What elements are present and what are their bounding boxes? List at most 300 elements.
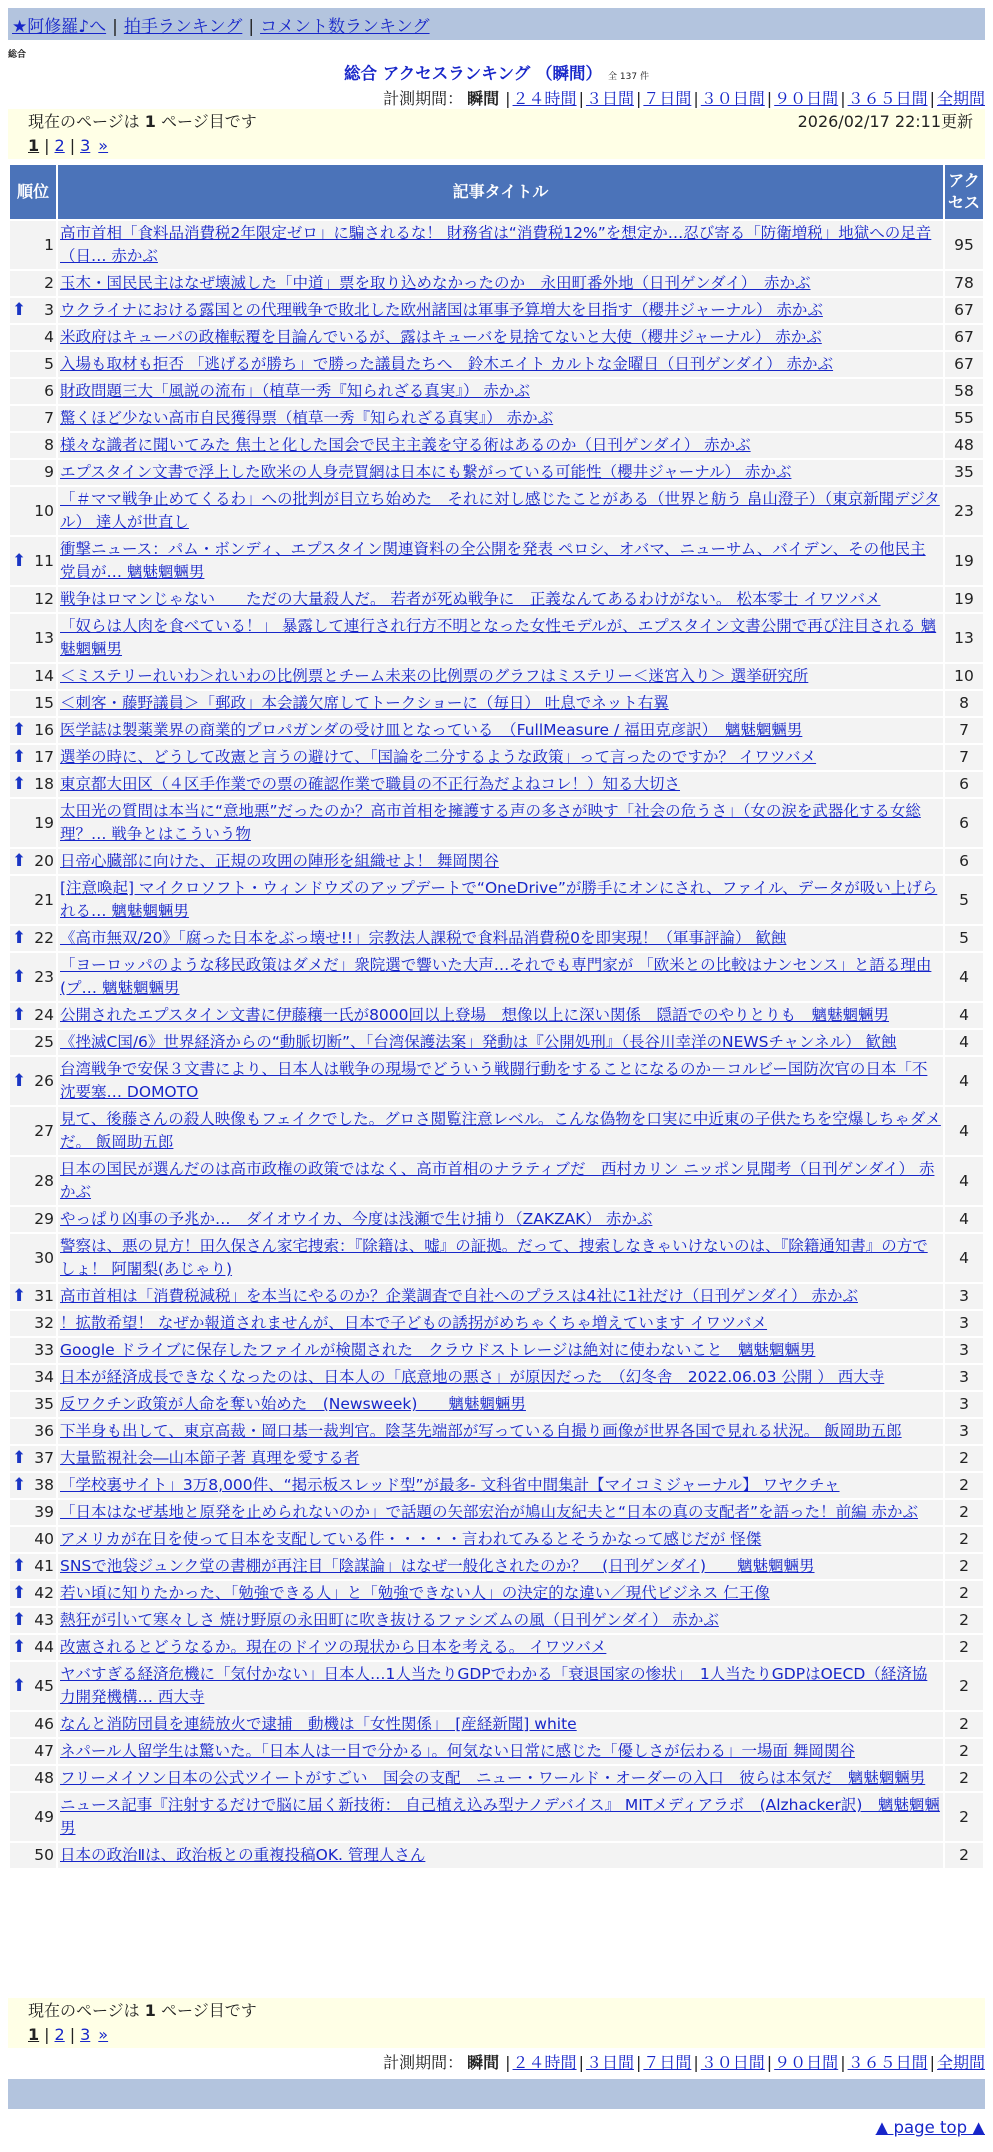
pager-current-page: 1: [28, 2025, 40, 2044]
access-count: 23: [945, 487, 983, 535]
article-title-link[interactable]: 高市首相は「消費税減税」を本当にやるのか？企業調査で自社へのプラスは4社に1社だけ（日刊ゲンダイ） 赤かぶ: [60, 1287, 858, 1305]
pager-sep: |: [69, 136, 76, 155]
access-count: 2: [945, 1793, 983, 1841]
rank-cell: [10, 953, 56, 1001]
access-count: 3: [945, 1365, 983, 1390]
access-count: 4: [945, 1234, 983, 1282]
article-title-link[interactable]: 日帝心臓部に向けた、正規の攻囲の陣形を組織せよ！ 舞岡関谷: [60, 852, 499, 870]
applause-ranking-link[interactable]: 拍手ランキング: [123, 17, 243, 37]
access-count: 7: [945, 745, 983, 770]
rank-cell: [10, 1392, 56, 1417]
access-count: 4: [945, 1057, 983, 1105]
rank-number: 20: [34, 852, 54, 870]
title-cell: [58, 1766, 943, 1791]
pager-sep: |: [44, 136, 50, 155]
article-title-link[interactable]: 戦争はロマンじゃない ただの大量殺人だ。 若者が死ぬ戦争に 正義なんてあるわけがない。 松本零士 イワツバメ: [60, 590, 881, 608]
article-title-link[interactable]: アメリカが在日を使って日本を支配している件・・・・・言われてみるとそうかなって感じだが 怪傑: [60, 1530, 762, 1548]
rank-up-icon: ⬆: [12, 1448, 27, 1468]
access-count: 2: [945, 1739, 983, 1764]
table-row: [10, 1157, 983, 1205]
article-title-link[interactable]: 大量監視社会―山本節子著 真理を愛する者: [60, 1449, 360, 1467]
rank-up-icon: ⬆: [12, 928, 27, 948]
pager-page-link[interactable]: 3: [80, 136, 91, 155]
period-sep: |: [929, 89, 935, 108]
rank-number: 15: [34, 694, 54, 712]
period-link[interactable]: ３６５日間: [847, 2053, 928, 2072]
rank-number: 6: [44, 382, 54, 400]
article-title-link[interactable]: 「学校裏サイト」3万8,000件、“掲示板スレッド型”が最多- 文科省中間集計【マイコミジャーナル】 ワヤクチャ: [60, 1476, 840, 1494]
access-count: 5: [945, 926, 983, 951]
rank-number: 39: [34, 1503, 54, 1521]
rank-cell: [10, 1527, 56, 1552]
table-row: [10, 1554, 983, 1579]
title-cell: [58, 1662, 943, 1710]
access-count: 78: [945, 271, 983, 296]
rank-cell: [10, 1446, 56, 1471]
article-title-link[interactable]: 「＃ママ戦争止めてくるわ」への批判が目立ち始めた それに対し感じたことがある（世界と舫う 畠山澄子）（東京新聞デジタル） 達人が世直し: [60, 490, 940, 531]
table-row: [10, 1107, 983, 1155]
period-sep: |: [840, 89, 846, 108]
rank-cell: [10, 926, 56, 951]
rank-number: 32: [34, 1314, 54, 1332]
rank-number: 43: [34, 1611, 54, 1629]
rank-number: 31: [34, 1287, 54, 1305]
access-count: 6: [945, 772, 983, 797]
article-title-link[interactable]: ！拡散希望！ なぜか報道されませんが、日本で子どもの誘拐がめちゃくちゃ増えています イワツバメ: [60, 1314, 768, 1332]
title-cell: [58, 325, 943, 350]
table-row: [10, 537, 983, 585]
table-row: [10, 1284, 983, 1309]
rank-cell: [10, 1739, 56, 1764]
table-row: [10, 691, 983, 716]
title-cell: [58, 587, 943, 612]
period-link[interactable]: ２４時間: [512, 2053, 577, 2072]
rank-cell: [10, 1419, 56, 1444]
table-row: [10, 799, 983, 847]
article-title-link[interactable]: 財政問題三大「風説の流布」（植草一秀『知られざる真実』） 赤かぶ: [60, 382, 530, 400]
access-count: 67: [945, 298, 983, 323]
title-cell: [58, 1843, 943, 1868]
article-title-link[interactable]: 日本の政治Ⅱは、政治板との重複投稿OK. 管理人さん: [60, 1846, 426, 1864]
title-cell: [58, 772, 943, 797]
article-title-link[interactable]: 下半身も出して、東京高裁・岡口基一裁判官。陰茎先端部が写っている自撮り画像が世界各国で見れる状況。 飯岡助五郎: [60, 1422, 902, 1440]
article-title-link[interactable]: 「ヨーロッパのような移民政策はダメだ」衆院選で響いた大声…それでも専門家が 「欧米との比較はナンセンス」と語る理由 (プ… 魑魅魍魎男: [60, 956, 932, 997]
title-cell: [58, 537, 943, 585]
article-title-link[interactable]: 《高市無双/20》「腐った日本をぶっ壊せ!!」宗教法人課税で食料品消費税0を即実現！（軍事評論） 歓蝕: [60, 929, 787, 947]
article-title-link[interactable]: ウクライナにおける露国との代理戦争で敗北した欧州諸国は軍事予算増大を目指す（櫻井ジャーナル） 赤かぶ: [60, 301, 823, 319]
table-row: [10, 1662, 983, 1710]
rank-up-icon: ⬆: [12, 1556, 27, 1576]
rank-number: 14: [34, 667, 54, 685]
table-row: [10, 271, 983, 296]
pager-top: [8, 133, 985, 159]
rank-up-icon: ⬆: [12, 966, 27, 987]
period-sep: |: [578, 2053, 584, 2072]
title-cell: [58, 1311, 943, 1336]
period-link[interactable]: ９０日間: [774, 89, 839, 108]
article-title-link[interactable]: Google ドライブに保存したファイルが検閲された クラウドストレージは絶対に使わないこと 魑魅魍魎男: [60, 1341, 816, 1359]
period-link[interactable]: ３日間: [585, 89, 634, 108]
article-title-link[interactable]: [注意喚起] マイクロソフト・ウィンドウズのアップデートで“OneDrive”が勝手にオンにされ、ファイル、データが吸い上げられる… 魑魅魍魎男: [60, 879, 938, 920]
title-cell: [58, 691, 943, 716]
access-count: 3: [945, 1311, 983, 1336]
rank-number: 24: [34, 1006, 54, 1024]
table-row: [10, 1843, 983, 1868]
title-cell: [58, 298, 943, 323]
rank-number: 48: [34, 1769, 54, 1787]
title-cell: [58, 1392, 943, 1417]
title-cell: [58, 487, 943, 535]
ranking-table: [8, 163, 985, 1870]
table-row: [10, 1712, 983, 1737]
period-sep: |: [635, 89, 642, 108]
rank-up-icon: ⬆: [12, 1475, 27, 1495]
pager-current-page: 1: [28, 136, 40, 155]
rank-cell: [10, 1057, 56, 1105]
rank-cell: [10, 1234, 56, 1282]
article-title-link[interactable]: 驚くほど少ない高市自民獲得票（植草一秀『知られざる真実』） 赤かぶ: [60, 409, 554, 427]
title-cell: [58, 433, 943, 458]
table-row: [10, 221, 983, 269]
rank-number: 44: [34, 1638, 54, 1656]
article-title-link[interactable]: フリーメイソン日本の公式ツイートがすごい 国会の支配 ニュー・ワールド・オーダーの入口 彼らは本気だ 魑魅魍魎男: [60, 1769, 926, 1787]
rank-number: 25: [34, 1033, 54, 1051]
rank-number: 27: [34, 1121, 54, 1140]
access-count: 58: [945, 379, 983, 404]
col-rank-header: 順位: [10, 165, 56, 219]
rank-number: 41: [34, 1557, 54, 1575]
period-sep: |: [578, 89, 584, 108]
page-top-link[interactable]: ▲ page top ▲: [875, 2118, 985, 2137]
rank-cell: [10, 1473, 56, 1498]
rank-number: 45: [34, 1676, 54, 1695]
article-title-link[interactable]: 日本の国民が選んだのは高市政権の政策ではなく、高市首相のナラティブだ 西村カリン ニッポン見聞考（日刊ゲンダイ） 赤かぶ: [60, 1160, 935, 1201]
ranking-title-text: 総合 アクセスランキング （瞬間）: [344, 64, 603, 83]
article-title-link[interactable]: ヤバすぎる経済危機に「気付かない」日本人…1人当たりGDPでわかる「衰退国家の惨状」 1人当たりGDPはOECD（経済協力開発機構… 西大寺: [60, 1665, 928, 1706]
access-count: 8: [945, 691, 983, 716]
article-title-link[interactable]: 東京都大田区（４区手作業での票の確認作業で職員の不正行為だよねコレ！）知る大切さ: [60, 775, 681, 793]
rank-cell: [10, 221, 56, 269]
period-link[interactable]: ３６５日間: [847, 89, 928, 108]
article-title-link[interactable]: ＜刺客・藤野議員＞「郵政」本会議欠席してトークショーに（毎日） 吐息でネット右翼: [60, 694, 669, 712]
article-title-link[interactable]: ニュース記事『注射するだけで脳に届く新技術： 自己植え込み型ナノデバイス』 MITメディアラボ (Alzhacker訳) 魑魅魍魎男: [60, 1796, 940, 1837]
table-row: [10, 926, 983, 951]
access-count: 10: [945, 664, 983, 689]
pager-page-link[interactable]: 3: [80, 2025, 91, 2044]
table-row: [10, 1392, 983, 1417]
table-row: [10, 1608, 983, 1633]
pager-next-link[interactable]: »: [98, 2025, 109, 2044]
table-row: [10, 1338, 983, 1363]
article-title-link[interactable]: 医学誌は製薬業界の商業的プロパガンダの受け皿となっている （FullMeasure / 福田克彦訳） 魑魅魍魎男: [60, 721, 803, 739]
rank-number: 16: [34, 721, 54, 739]
comment-ranking-link[interactable]: コメント数ランキング: [260, 17, 430, 37]
rank-cell: [10, 614, 56, 662]
updated-timestamp: 2026/02/17 22:11更新: [797, 112, 973, 131]
rank-number: 37: [34, 1449, 54, 1467]
period-link[interactable]: ７日間: [643, 89, 692, 108]
article-title-link[interactable]: なんと消防団員を連続放火で逮捕 動機は「女性関係」 [産経新聞] white: [60, 1715, 577, 1733]
rank-number: 40: [34, 1530, 54, 1548]
rank-number: 26: [34, 1071, 54, 1090]
article-title-link[interactable]: 台湾戦争で安保３文書により、日本人は戦争の現場でどういう戦闘行動をすることになるのか－コルビー国防次官の日本「不沈要塞… DOMOTO: [60, 1060, 928, 1101]
rank-number: 17: [34, 748, 54, 766]
title-cell: [58, 926, 943, 951]
article-title-link[interactable]: 様々な識者に聞いてみた 焦土と化した国会で民主主義を守る術はあるのか（日刊ゲンダイ） 赤かぶ: [60, 436, 751, 454]
table-row: [10, 1635, 983, 1660]
rank-number: 22: [34, 929, 54, 947]
table-row: [10, 298, 983, 323]
access-count: 4: [945, 1207, 983, 1232]
title-cell: [58, 352, 943, 377]
access-count: 55: [945, 406, 983, 431]
period-sep: |: [693, 89, 699, 108]
period-sep: |: [766, 89, 773, 108]
top-nav-bar: ★阿修羅♪へ | 拍手ランキング | コメント数ランキング: [8, 8, 985, 40]
category-label: 総合: [8, 50, 27, 60]
table-row: [10, 1419, 983, 1444]
access-count: 13: [945, 614, 983, 662]
rank-cell: [10, 1311, 56, 1336]
table-row: [10, 1739, 983, 1764]
title-cell: [58, 1581, 943, 1606]
rank-cell: [10, 691, 56, 716]
title-cell: [58, 1365, 943, 1390]
period-link[interactable]: 全期間: [936, 2053, 985, 2072]
rank-cell: [10, 799, 56, 847]
access-count: 2: [945, 1527, 983, 1552]
rank-up-icon: ⬆: [12, 851, 27, 871]
article-title-link[interactable]: 熱狂が引いて寒々しさ 焼け野原の永田町に吹き抜けるファシズムの風（日刊ゲンダイ） 赤かぶ: [60, 1611, 719, 1629]
title-cell: [58, 876, 943, 924]
article-title-link[interactable]: やっぱり凶事の予兆か… ダイオウイカ、今度は浅瀬で生け捕り（ZAKZAK） 赤かぶ: [60, 1210, 653, 1228]
article-title-link[interactable]: SNSで池袋ジュンク堂の書棚が再注目「陰謀論」はなぜ一般化されたのか？ (日刊ゲンダイ) 魑魅魍魎男: [60, 1557, 815, 1575]
article-title-link[interactable]: 選挙の時に、どうして改憲と言うの避けて、「国論を二分するような政策」って言ったのですか？ イワツバメ: [60, 748, 817, 766]
access-count: 3: [945, 1419, 983, 1444]
pager-sep: |: [69, 2025, 76, 2044]
rank-up-icon: ⬆: [12, 747, 27, 767]
rank-cell: [10, 772, 56, 797]
article-title-link[interactable]: 「日本はなぜ基地と原発を止められないのか」で話題の矢部宏治が鳩山友紀夫と“日本の真の支配者”を語った！前編 赤かぶ: [60, 1503, 918, 1521]
rank-number: 9: [44, 463, 54, 481]
title-cell: [58, 953, 943, 1001]
article-title-link[interactable]: ネパール人留学生は驚いた。「日本人は一目で分かる」。何気ない日常に感じた「優しさが伝わる」一場面 舞岡関谷: [60, 1742, 855, 1760]
title-cell: [58, 718, 943, 743]
table-row: [10, 1234, 983, 1282]
title-cell: [58, 221, 943, 269]
period-link[interactable]: 全期間: [936, 89, 985, 108]
pager-page-link[interactable]: 2: [54, 2025, 65, 2044]
rank-cell: [10, 433, 56, 458]
title-cell: [58, 271, 943, 296]
rank-cell: [10, 1107, 56, 1155]
title-cell: [58, 1608, 943, 1633]
rank-cell: [10, 1766, 56, 1791]
article-title-link[interactable]: 見て、後藤さんの殺人映像もフェイクでした。グロさ閲覧注意レベル。こんな偽物を口実に中近東の子供たちを空爆しちゃダメだ。 飯岡助五郎: [60, 1110, 941, 1151]
rank-cell: [10, 1338, 56, 1363]
ranking-count: 全 137 件: [608, 72, 649, 82]
period-current: 瞬間: [467, 89, 500, 108]
table-row: [10, 1057, 983, 1105]
access-count: 95: [945, 221, 983, 269]
table-row: [10, 1527, 983, 1552]
status-box-bottom: [8, 1998, 985, 2048]
article-title-link[interactable]: 太田光の質問は本当に“意地悪”だったのか？高市首相を擁護する声の多さが映す「社会の危うさ」（女の涙を武器化する女総理？… 戦争とはこういう物: [60, 802, 921, 843]
table-row: [10, 487, 983, 535]
title-cell: [58, 1554, 943, 1579]
article-title-link[interactable]: 衝撃ニュース：パム・ボンディ、エプスタイン関連資料の全公開を発表 ペロシ、オバマ、ニューサム、バイデン、その他民主党員が… 魑魅魍魎男: [60, 540, 926, 581]
article-title-link[interactable]: エプスタイン文書で浮上した欧米の人身売買網は日本にも繋がっている可能性（櫻井ジャーナル） 赤かぶ: [60, 463, 792, 481]
rank-number: 42: [34, 1584, 54, 1602]
access-count: 4: [945, 1107, 983, 1155]
current-page-status: 現在のページは 1 ページ目です: [28, 112, 257, 131]
rank-cell: [10, 406, 56, 431]
rank-number: 49: [34, 1807, 54, 1826]
title-cell: [58, 1739, 943, 1764]
article-title-link[interactable]: 米政府はキューバの政権転覆を目論んでいるが、露はキューバを見捨てないと大使（櫻井ジャーナル） 赤かぶ: [60, 328, 822, 346]
article-title-link[interactable]: 日本が経済成長できなくなったのは、日本人の「底意地の悪さ」が原因だった （幻冬舎 2022.06.03 公開 ） 西大寺: [60, 1368, 885, 1386]
bottom-bar: [8, 2079, 985, 2109]
title-cell: [58, 1473, 943, 1498]
rank-cell: [10, 587, 56, 612]
rank-cell: [10, 1003, 56, 1028]
rank-cell: [10, 1581, 56, 1606]
rank-cell: [10, 1793, 56, 1841]
title-cell: [58, 1793, 943, 1841]
period-link[interactable]: ９０日間: [774, 2053, 839, 2072]
period-sep: |: [929, 2053, 935, 2072]
access-count: 35: [945, 460, 983, 485]
title-cell: [58, 1030, 943, 1055]
table-row: [10, 1581, 983, 1606]
article-title-link[interactable]: ＜ミステリーれいわ＞れいわの比例票とチーム未来の比例票のグラフはミステリー＜迷宮入り＞ 選挙研究所: [60, 667, 809, 685]
pager-sep: |: [44, 2025, 50, 2044]
title-cell: [58, 614, 943, 662]
period-link[interactable]: ３０日間: [700, 89, 765, 108]
article-title-link[interactable]: 警察は、悪の見方！田久保さん家宅捜索：『除籍は、嘘』の証拠。だって、捜索しなきゃいけないのは、『除籍通知書』の方でしょ！ 阿闍梨(あじゃり): [60, 1237, 928, 1278]
period-link[interactable]: ３０日間: [700, 2053, 765, 2072]
rank-up-icon: ⬆: [12, 1675, 27, 1696]
rank-number: 23: [34, 967, 54, 986]
access-count: 67: [945, 352, 983, 377]
period-link[interactable]: ２４時間: [512, 89, 577, 108]
table-row: [10, 718, 983, 743]
rank-cell: [10, 1157, 56, 1205]
rank-number: 46: [34, 1715, 54, 1733]
rank-number: 7: [44, 409, 54, 427]
access-count: 7: [945, 718, 983, 743]
period-link[interactable]: ３日間: [585, 2053, 634, 2072]
rank-number: 28: [34, 1171, 54, 1190]
article-title-link[interactable]: 玉木・国民民主はなぜ壊滅した「中道」票を取り込めなかったのか 永田町番外地（日刊ゲンダイ） 赤かぶ: [60, 274, 811, 292]
table-row: [10, 745, 983, 770]
access-count: 3: [945, 1392, 983, 1417]
rank-cell: [10, 1365, 56, 1390]
rank-number: 5: [44, 355, 54, 373]
rank-number: 29: [34, 1210, 54, 1228]
access-count: 2: [945, 1712, 983, 1737]
access-count: 3: [945, 1338, 983, 1363]
rank-up-icon: ⬆: [12, 720, 27, 740]
title-cell: [58, 1003, 943, 1028]
period-sep: |: [505, 2053, 511, 2072]
period-sep: |: [505, 89, 511, 108]
rank-cell: [10, 271, 56, 296]
pager-next-link[interactable]: »: [98, 136, 109, 155]
access-count: 48: [945, 433, 983, 458]
title-cell: [58, 1635, 943, 1660]
home-link[interactable]: ★阿修羅♪へ: [12, 17, 107, 37]
rank-cell: [10, 1635, 56, 1660]
table-row: [10, 849, 983, 874]
title-cell: [58, 379, 943, 404]
period-link[interactable]: ７日間: [643, 2053, 692, 2072]
table-row: [10, 1473, 983, 1498]
article-title-link[interactable]: 改憲されるとどうなるか。現在のドイツの現状から日本を考える。 イワツバメ: [60, 1638, 607, 1656]
rank-number: 38: [34, 1476, 54, 1494]
access-count: 3: [945, 1284, 983, 1309]
access-count: 2: [945, 1446, 983, 1471]
rank-number: 50: [34, 1846, 54, 1864]
title-cell: [58, 849, 943, 874]
rank-cell: [10, 379, 56, 404]
rank-number: 3: [44, 301, 54, 319]
period-sep: |: [635, 2053, 642, 2072]
title-cell: [58, 799, 943, 847]
title-cell: [58, 1157, 943, 1205]
rank-up-icon: ⬆: [12, 1637, 27, 1657]
access-count: 19: [945, 587, 983, 612]
article-title-link[interactable]: 公開されたエプスタイン文書に伊藤穰一氏が8000回以上登場 想像以上に深い関係 隠語でのやりとりも 魑魅魍魎男: [60, 1006, 890, 1024]
rank-number: 1: [44, 235, 54, 254]
rank-up-icon: ⬆: [12, 774, 27, 794]
access-count: 19: [945, 537, 983, 585]
rank-cell: [10, 1843, 56, 1868]
table-row: [10, 460, 983, 485]
access-count: 6: [945, 799, 983, 847]
rank-cell: [10, 1712, 56, 1737]
article-title-link[interactable]: 若い頃に知りたかった、「勉強できる人」と「勉強できない人」の決定的な違い／現代ビジネス 仁王像: [60, 1584, 770, 1602]
rank-number: 36: [34, 1422, 54, 1440]
article-title-link[interactable]: 高市首相「食料品消費税2年限定ゼロ」に騙されるな！ 財務省は“消費税12%”を想定か…忍び寄る「防衛増税」地獄への足音（日… 赤かぶ: [60, 224, 932, 265]
title-cell: [58, 1712, 943, 1737]
article-title-link[interactable]: 《挫滅C国/6》世界経済からの“動脈切断”、「台湾保護法案」発動は『公開処刑』（長谷川幸洋のNEWSチャンネル） 歓蝕: [60, 1033, 897, 1051]
table-row: [10, 1030, 983, 1055]
rank-up-icon: ⬆: [12, 1005, 27, 1025]
title-cell: [58, 1107, 943, 1155]
table-row: [10, 1766, 983, 1791]
table-row: [10, 587, 983, 612]
table-row: [10, 772, 983, 797]
article-title-link[interactable]: 反ワクチン政策が人命を奪い始めた (Newsweek) 魑魅魍魎男: [60, 1395, 526, 1413]
rank-cell: [10, 1608, 56, 1633]
period-label: 計測期間：: [383, 89, 464, 108]
period-selector-top: [383, 86, 985, 109]
period-current: 瞬間: [467, 2053, 500, 2072]
rank-cell: [10, 352, 56, 377]
rank-number: 21: [34, 890, 54, 909]
title-cell: [58, 1338, 943, 1363]
article-title-link[interactable]: 入場も取材も拒否 「逃げるが勝ち」で勝った議員たちへ 鈴木エイト カルトな金曜日（日刊ゲンダイ） 赤かぶ: [60, 355, 834, 373]
article-title-link[interactable]: 「奴らは人肉を食べている！」 暴露して連行され行方不明となった女性モデルが、エプスタイン文書公開で再び注目される 魑魅魍魎男: [60, 617, 937, 658]
col-title-header: 記事タイトル: [58, 165, 943, 219]
title-cell: [58, 1284, 943, 1309]
period-sep: |: [766, 2053, 773, 2072]
pager-page-link[interactable]: 2: [54, 136, 65, 155]
title-cell: [58, 1057, 943, 1105]
access-count: 2: [945, 1843, 983, 1868]
access-count: 4: [945, 1157, 983, 1205]
